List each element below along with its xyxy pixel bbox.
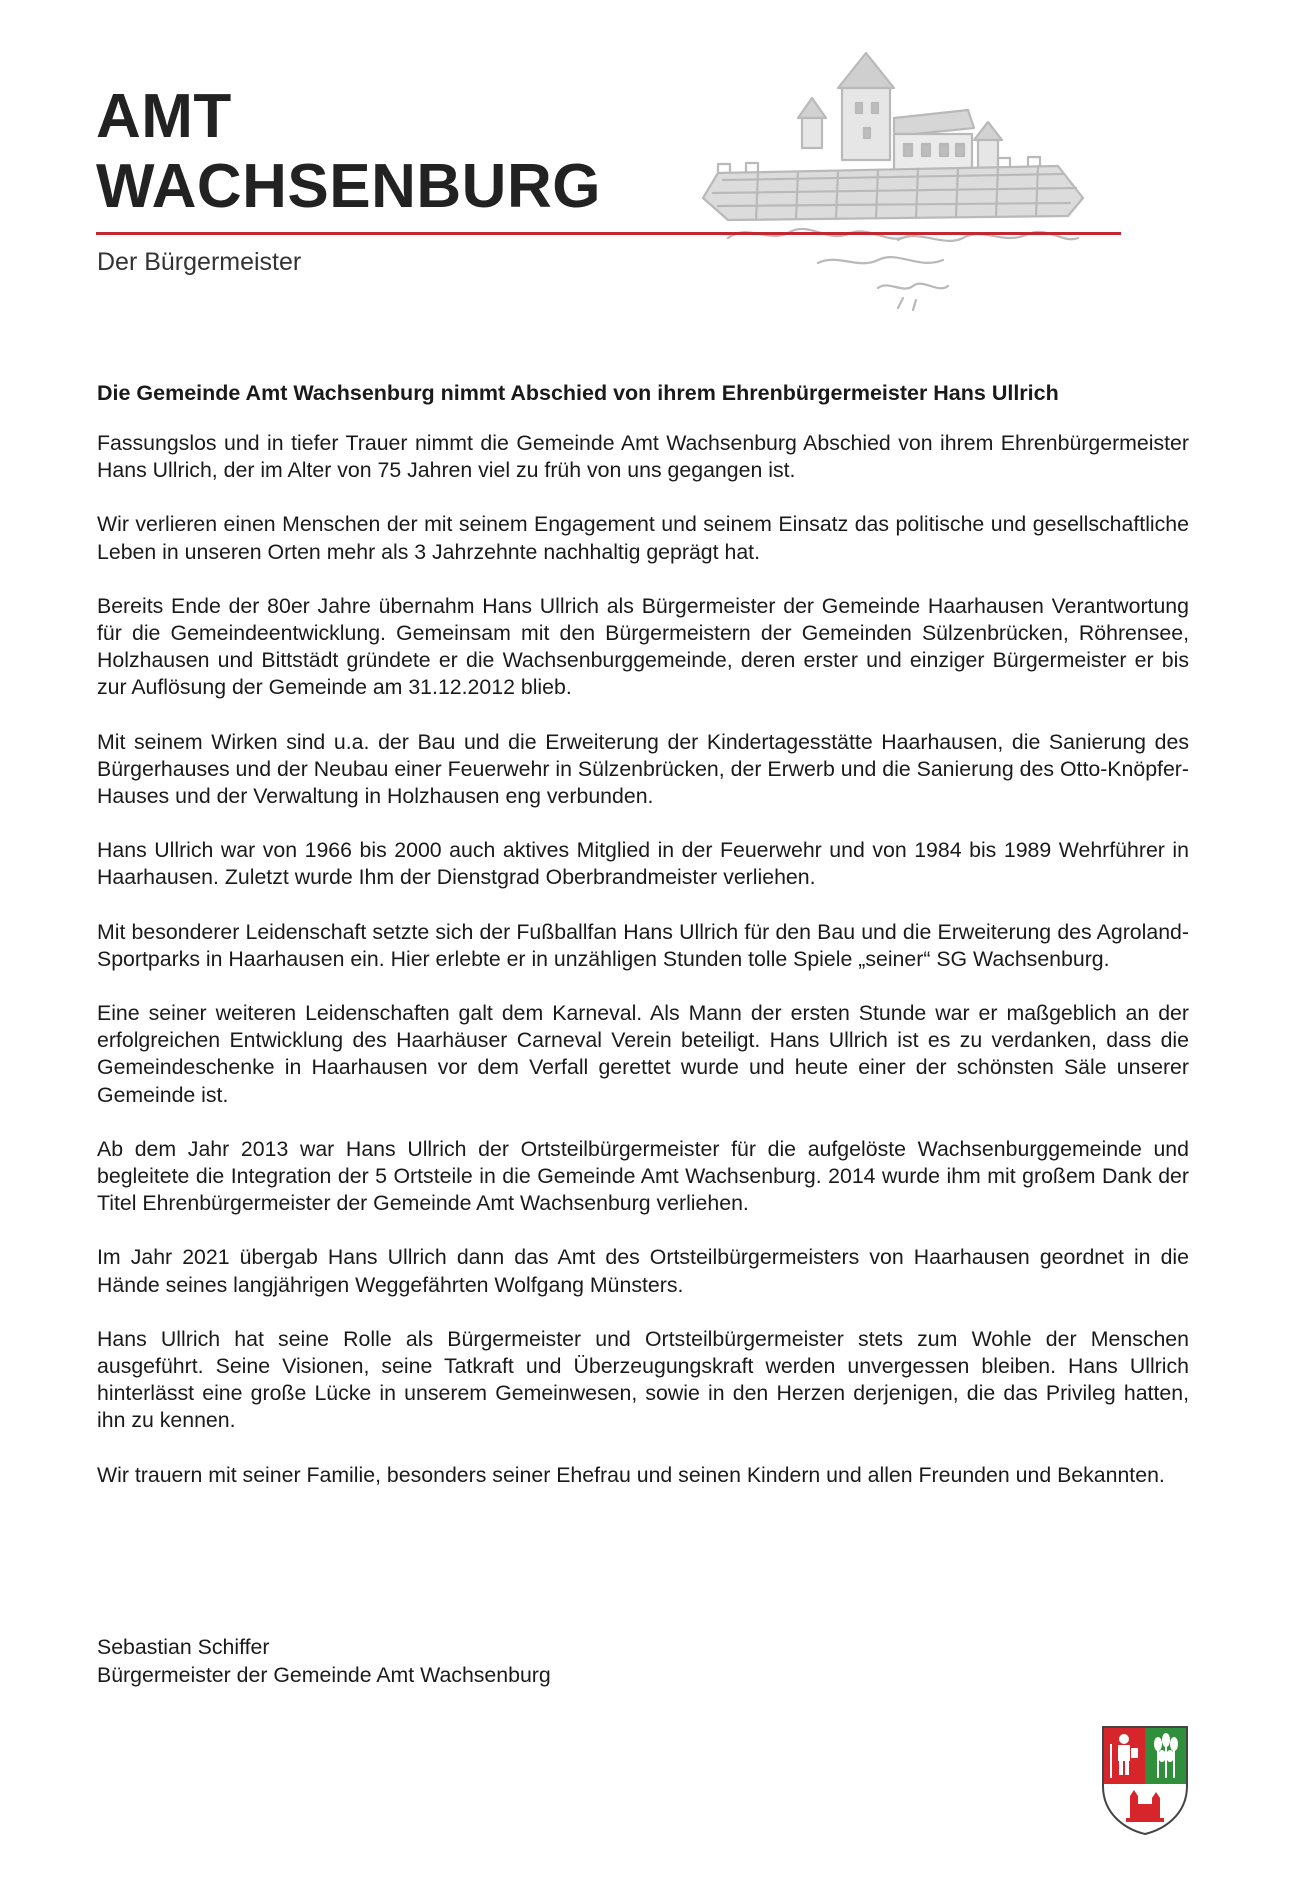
signature-name: Sebastian Schiffer xyxy=(97,1635,270,1659)
letter-body xyxy=(97,380,1189,1516)
letter-paragraph: Ab dem Jahr 2013 war Hans Ullrich der Ortsteilbürgermeister für die aufgelöste Wachsenburggemeinde und begleitete die Integration der 5 Ortsteile in die Gemeinde Amt Wachsenburg. 2014 wurde ihm mit großem Dank der Titel Ehrenbürgermeister der Gemeinde Amt Wachsenburg verliehen. xyxy=(97,1136,1189,1216)
letter-paragraph: Fassungslos und in tiefer Trauer nimmt die Gemeinde Amt Wachsenburg Abschied von ihrem Ehrenbürgermeister Hans Ullrich, der im Alter von 75 Jahren viel zu früh von uns gegangen ist. xyxy=(97,431,1189,483)
coat-of-arms-icon xyxy=(1100,1724,1190,1836)
castle-logo-icon xyxy=(698,48,1088,318)
signature-block xyxy=(97,1634,551,1689)
signature-role: Bürgermeister der Gemeinde Amt Wachsenburg xyxy=(97,1662,551,1687)
letter-paragraph: Mit seinem Wirken sind u.a. der Bau und die Erweiterung der Kindertagesstätte Haarhausen, die Sanierung des Bürgerhauses und der Neubau einer Feuerwehr in Sülzenbrücken, der Erwerb und die Sanierung des Otto-Knöpfer-Hauses und der Verwaltung in Holzhausen eng verbunden. xyxy=(97,729,1189,809)
letter-paragraph: Eine seiner weiteren Leidenschaften galt dem Karneval. Als Mann der ersten Stunde war er maßgeblich an der erfolgreichen Entwicklung des Haarhäuser Carneval Verein beteiligt. Hans Ullrich ist es zu verdanken, dass die Gemeindeschenke in Haarhausen vor dem Verfall gerettet wurde und heute einer der schönsten Säle unserer Gemeinde ist. xyxy=(97,1001,1189,1107)
letter-paragraph: Im Jahr 2021 übergab Hans Ullrich dann das Amt des Ortsteilbürgermeisters von Haarhausen geordnet in die Hände seines langjährigen Weggefährten Wolfgang Münsters. xyxy=(97,1245,1189,1297)
letter-paragraph: Wir verlieren einen Menschen der mit seinem Engagement und seinem Einsatz das politische und gesellschaftliche Leben in unseren Orten mehr als 3 Jahrzehnte nachhaltig geprägt hat. xyxy=(97,512,1189,564)
letterhead-rule xyxy=(96,232,1121,235)
letterhead-title-line1: AMT xyxy=(96,82,232,151)
letter-headline: Die Gemeinde Amt Wachsenburg nimmt Abschied von ihrem Ehrenbürgermeister Hans Ullrich xyxy=(97,381,1059,405)
letter-paragraph: Hans Ullrich hat seine Rolle als Bürgermeister und Ortsteilbürgermeister stets zum Wohle der Menschen ausgeführt. Seine Visionen, seine Tatkraft und Überzeugungskraft werden unvergessen bleiben. Hans Ullrich hinterlässt eine große Lücke in unserem Gemeinwesen, sowie in den Herzen derjenigen, die das Privileg hatten, ihn zu kennen. xyxy=(97,1326,1189,1433)
letterhead-title xyxy=(96,82,601,222)
letter-paragraph: Mit besonderer Leidenschaft setzte sich der Fußballfan Hans Ullrich für den Bau und die Erweiterung des Agroland-Sportparks in Haarhausen ein. Hier erlebte er in unzähligen Stunden tolle Spiele „seiner“ SG Wachsenburg. xyxy=(97,919,1189,971)
letter-paragraph: Wir trauern mit seiner Familie, besonders seiner Ehefrau und seinen Kindern und allen Freunden und Bekannten. xyxy=(97,1462,1165,1487)
letterhead-title-line2: WACHSENBURG xyxy=(96,152,601,221)
letter-paragraph: Bereits Ende der 80er Jahre übernahm Hans Ullrich als Bürgermeister der Gemeinde Haarhausen Verantwortung für die Gemeindeentwicklung. Gemeinsam mit den Bürgermeistern der Gemeinden Sülzenbrücken, Röhrensee, Holzhausen und Bittstädt gründete er die Wachsenburggemeinde, deren erster und einziger Bürgermeister er bis zur Auflösung der Gemeinde am 31.12.2012 blieb. xyxy=(97,593,1189,700)
letter-paragraph: Hans Ullrich war von 1966 bis 2000 auch aktives Mitglied in der Feuerwehr und von 1984 bis 1989 Wehrführer in Haarhausen. Zuletzt wurde Ihm der Dienstgrad Oberbrandmeister verliehen. xyxy=(97,838,1189,890)
letterhead-subtitle: Der Bürgermeister xyxy=(97,248,302,276)
